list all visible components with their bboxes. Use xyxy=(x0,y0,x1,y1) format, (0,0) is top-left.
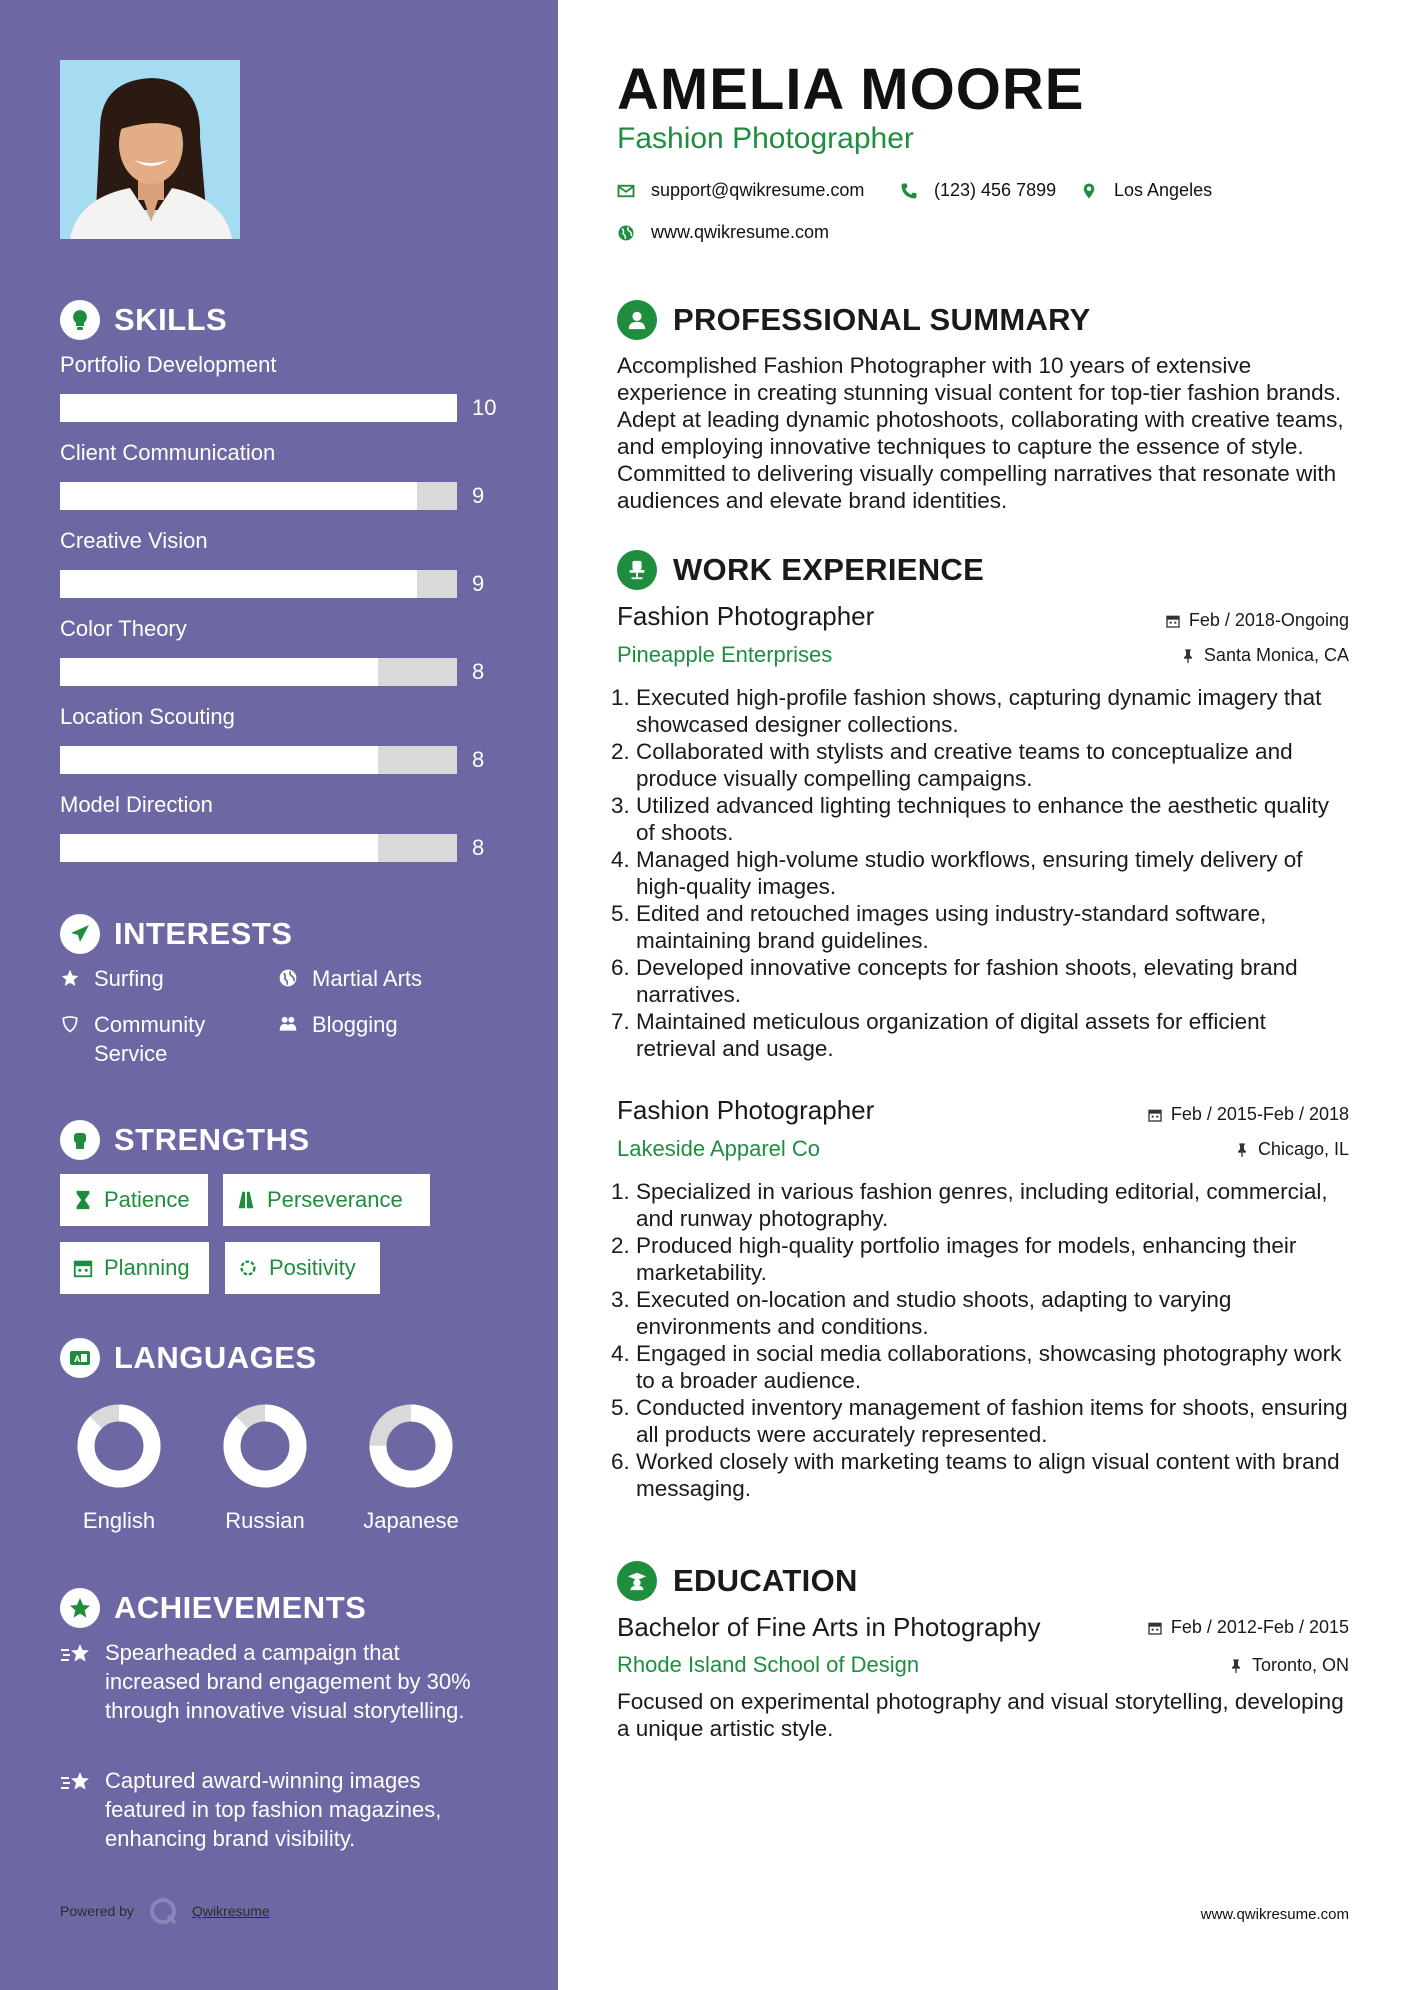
summary-text: Accomplished Fashion Photographer with 10 years of extensive experience in creating stunning visual content for top-tier fashion brands. Adept at leading dynamic photoshoots, collaborating with creative teams, and employing innovative techniques to capture the essence of style. Committed to delivering visually compelling narratives that resonate with audiences and elevate brand identities. xyxy=(617,353,1344,513)
list-item: 4. Managed high-volume studio workflows, ensuring timely delivery of high-quality images. xyxy=(636,846,1350,900)
candidate-role: Fashion Photographer xyxy=(617,122,914,155)
strength-label: Patience xyxy=(104,1187,190,1212)
list-item: 5. Edited and retouched images using industry-standard software, maintaining brand guidelines. xyxy=(636,900,1350,954)
job-duties-list xyxy=(610,684,1350,1062)
sidebar xyxy=(0,0,558,1990)
users-icon xyxy=(278,1014,298,1034)
list-item: 5. Conducted inventory management of fashion items for shoots, ensuring all products were accurately represented. xyxy=(636,1394,1350,1448)
skill-bar xyxy=(60,570,457,598)
list-item: 2. Collaborated with stylists and creative teams to conceptualize and produce visually compelling campaigns. xyxy=(636,738,1350,792)
job-dates-text: Feb / 2015-Feb / 2018 xyxy=(1170,1104,1349,1124)
education-dates-text: Feb / 2012-Feb / 2015 xyxy=(1170,1617,1349,1637)
language-ring-fill xyxy=(86,1413,152,1479)
skill-name: Creative Vision xyxy=(60,528,208,553)
languages-title: LANGUAGES xyxy=(114,1340,317,1375)
skill-row xyxy=(60,702,500,772)
list-item: 6. Developed innovative concepts for fashion shoots, elevating brand narratives. xyxy=(636,954,1350,1008)
language-item xyxy=(338,1404,484,1534)
calendar-icon xyxy=(72,1257,94,1279)
list-item: 1. Specialized in various fashion genres, including editorial, commercial, and runway photography. xyxy=(636,1178,1350,1232)
list-item: 1. Executed high-profile fashion shows, capturing dynamic imagery that showcased designer collections. xyxy=(636,684,1350,738)
profile-photo xyxy=(60,60,240,239)
education-heading xyxy=(617,1561,858,1601)
language-name: Russian xyxy=(225,1508,305,1533)
user-icon xyxy=(617,300,657,340)
language-name: Japanese xyxy=(363,1508,459,1533)
skills-heading xyxy=(60,300,227,340)
skill-name: Model Direction xyxy=(60,792,213,817)
experience-title: WORK EXPERIENCE xyxy=(673,552,985,587)
location-text: Los Angeles xyxy=(1114,180,1213,200)
powered-by xyxy=(60,1896,270,1926)
language-ring xyxy=(223,1404,307,1488)
experience-heading xyxy=(617,550,984,590)
envelope-icon xyxy=(617,182,635,200)
calendar-icon xyxy=(1165,613,1181,629)
phone-icon xyxy=(900,182,918,200)
skill-bar-fill xyxy=(60,658,378,686)
skill-bar-fill xyxy=(60,394,457,422)
contact-email xyxy=(617,180,864,201)
skill-level: 8 xyxy=(472,835,485,860)
skill-level: 9 xyxy=(472,571,485,596)
strength-label: Positivity xyxy=(269,1255,356,1280)
education-title: EDUCATION xyxy=(673,1563,858,1598)
skill-bar xyxy=(60,394,457,422)
map-pin-icon xyxy=(1080,182,1098,200)
strength-label: Planning xyxy=(104,1255,190,1280)
job-location xyxy=(1180,645,1349,666)
strength-label: Perseverance xyxy=(267,1187,403,1212)
interest-label: Blogging xyxy=(312,1012,398,1037)
graduate-icon xyxy=(617,1561,657,1601)
language-ring xyxy=(369,1404,453,1488)
job-dates xyxy=(1147,1104,1349,1125)
powered-by-label: Powered by xyxy=(60,1903,134,1919)
job-dates xyxy=(1165,610,1349,631)
lightbulb-icon xyxy=(60,300,100,340)
skill-level: 8 xyxy=(472,747,485,772)
email-text[interactable]: support@qwikresume.com xyxy=(651,180,865,200)
hourglass-icon xyxy=(72,1189,94,1211)
interest-label: Surfing xyxy=(94,966,164,991)
skill-row xyxy=(60,526,500,596)
education-location-text: Toronto, ON xyxy=(1251,1655,1349,1675)
road-icon xyxy=(235,1189,257,1211)
skill-row xyxy=(60,438,500,508)
office-chair-icon xyxy=(617,550,657,590)
strengths-heading xyxy=(60,1120,310,1160)
footer-url[interactable]: www.qwikresume.com xyxy=(1200,1906,1349,1923)
skill-bar-fill xyxy=(60,834,378,862)
phone-text[interactable]: (123) 456 7899 xyxy=(934,180,1057,200)
globe-icon xyxy=(617,224,635,242)
translate-icon xyxy=(60,1338,100,1378)
shooting-star-icon xyxy=(60,1642,92,1666)
fist-icon xyxy=(60,1120,100,1160)
contact-location xyxy=(1080,180,1212,201)
language-item xyxy=(192,1404,338,1534)
language-name: English xyxy=(82,1508,156,1533)
skill-row xyxy=(60,614,500,684)
pushpin-icon xyxy=(1228,1658,1244,1674)
interest-label: Martial Arts xyxy=(312,966,423,991)
job-location-text: Chicago, IL xyxy=(1257,1139,1349,1159)
calendar-icon xyxy=(1147,1107,1163,1123)
skill-row xyxy=(60,350,500,420)
shooting-star-icon xyxy=(60,1770,92,1794)
job-dates-text: Feb / 2018-Ongoing xyxy=(1188,610,1349,630)
job-title: Fashion Photographer xyxy=(617,1095,875,1125)
interests-heading xyxy=(60,914,292,954)
website-text[interactable]: www.qwikresume.com xyxy=(651,222,830,242)
strengths-title: STRENGTHS xyxy=(114,1122,310,1157)
skill-bar xyxy=(60,746,457,774)
skill-row xyxy=(60,790,500,860)
star-icon xyxy=(60,968,80,988)
interests-title: INTERESTS xyxy=(114,916,293,951)
svg-text:A: A xyxy=(74,1354,81,1364)
skill-name: Location Scouting xyxy=(60,704,235,729)
calendar-icon xyxy=(1147,1620,1163,1636)
summary-title: PROFESSIONAL SUMMARY xyxy=(673,302,1091,337)
strength-chip xyxy=(223,1174,430,1226)
skill-name: Color Theory xyxy=(60,616,187,641)
globe-icon xyxy=(278,968,298,988)
achievements-title: ACHIEVEMENTS xyxy=(114,1590,367,1625)
language-ring-fill xyxy=(232,1413,298,1479)
skills-title: SKILLS xyxy=(114,302,228,337)
strength-chip xyxy=(60,1242,209,1294)
skill-bar-fill xyxy=(60,570,417,598)
list-item: 7. Maintained meticulous organization of digital assets for efficient retrieval and usage. xyxy=(636,1008,1350,1062)
language-ring xyxy=(77,1404,161,1488)
skill-bar-fill xyxy=(60,746,378,774)
sun-icon xyxy=(237,1257,259,1279)
shield-icon xyxy=(60,1014,80,1034)
job-location-text: Santa Monica, CA xyxy=(1203,645,1349,665)
language-item xyxy=(46,1404,192,1534)
achievement-text: Captured award-winning images featured in top fashion magazines, enhancing brand visibility. xyxy=(105,1768,442,1851)
skill-bar xyxy=(60,834,457,862)
list-item: 3. Executed on-location and studio shoots, adapting to varying environments and conditions. xyxy=(636,1286,1350,1340)
pushpin-icon xyxy=(1180,648,1196,664)
skill-name: Client Communication xyxy=(60,440,276,465)
list-item: 6. Worked closely with marketing teams to align visual content with brand messaging. xyxy=(636,1448,1350,1502)
qwikresume-logo-icon xyxy=(148,1896,178,1926)
achievements-heading xyxy=(60,1588,366,1628)
education-degree: Bachelor of Fine Arts in Photography xyxy=(617,1612,1041,1642)
star-badge-icon xyxy=(60,1588,100,1628)
skill-bar xyxy=(60,482,457,510)
skill-level: 8 xyxy=(472,659,485,684)
contact-phone xyxy=(900,180,1056,201)
strength-chip xyxy=(60,1174,208,1226)
education-description: Focused on experimental photography and visual storytelling, developing a unique artistic style. xyxy=(617,1689,1344,1741)
languages-heading xyxy=(60,1338,317,1378)
education-location xyxy=(1228,1655,1349,1676)
skill-name: Portfolio Development xyxy=(60,352,277,377)
list-item: 3. Utilized advanced lighting techniques to enhance the aesthetic quality of shoots. xyxy=(636,792,1350,846)
job-title: Fashion Photographer xyxy=(617,601,875,631)
job-company: Lakeside Apparel Co xyxy=(617,1136,821,1161)
skill-bar xyxy=(60,658,457,686)
paper-plane-icon xyxy=(60,914,100,954)
skill-bar-fill xyxy=(60,482,417,510)
job-company: Pineapple Enterprises xyxy=(617,642,833,667)
candidate-name: AMELIA MOORE xyxy=(617,57,1085,122)
education-dates xyxy=(1147,1617,1349,1638)
list-item: 2. Produced high-quality portfolio images for models, enhancing their marketability. xyxy=(636,1232,1350,1286)
contact-website xyxy=(617,222,829,243)
skill-level: 10 xyxy=(472,395,497,420)
job-duties-list xyxy=(610,1178,1350,1502)
skill-level: 9 xyxy=(472,483,485,508)
summary-heading xyxy=(617,300,1091,340)
job-location xyxy=(1234,1139,1349,1160)
qwikresume-link[interactable]: Qwikresume xyxy=(191,1903,270,1919)
interest-label: Community Service xyxy=(94,1012,206,1066)
list-item: 4. Engaged in social media collaborations, showcasing photography work to a broader audience. xyxy=(636,1340,1350,1394)
strength-chip xyxy=(225,1242,380,1294)
education-school: Rhode Island School of Design xyxy=(617,1652,920,1677)
achievement-text: Spearheaded a campaign that increased brand engagement by 30% through innovative visual storytelling. xyxy=(105,1640,471,1723)
pushpin-icon xyxy=(1234,1142,1250,1158)
